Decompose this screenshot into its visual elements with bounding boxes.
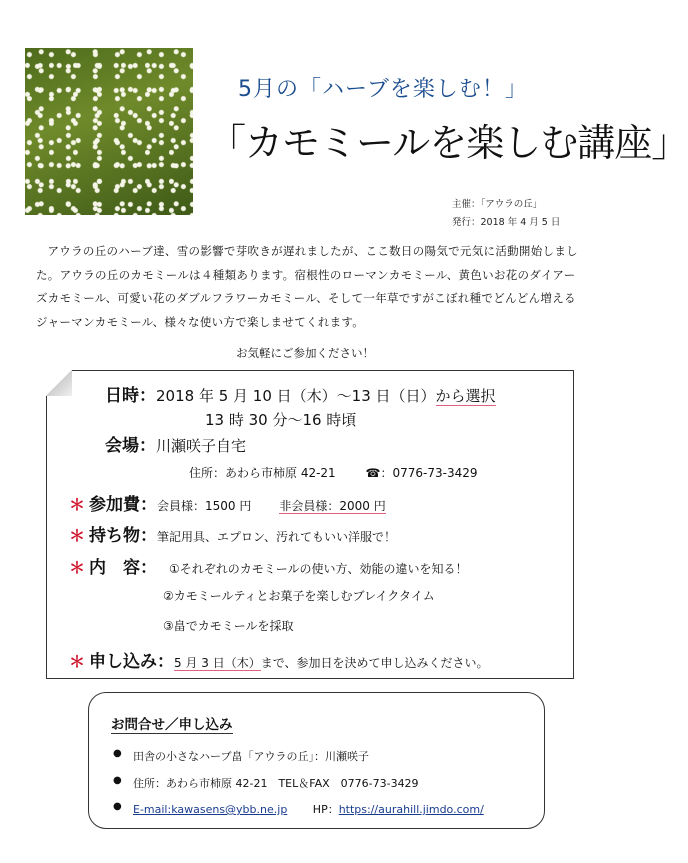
bullet-icon: ● bbox=[113, 801, 122, 812]
apply-label: 申し込み： bbox=[89, 652, 175, 672]
content-label: 内 容： bbox=[89, 558, 158, 578]
fee-row bbox=[69, 490, 386, 515]
star-icon: ＊ bbox=[69, 526, 86, 545]
intro-closing: お気軽にご参加ください！ bbox=[236, 346, 374, 360]
venue-label: 会場： bbox=[105, 436, 156, 456]
contact-heading: お問合せ／申し込み bbox=[111, 713, 233, 734]
content-item-2: ②カモミールティとお菓子を楽しむブレイクタイム bbox=[163, 589, 435, 603]
hp-label: HP： bbox=[312, 803, 339, 816]
content-item-3: ③畠でカモミールを採取 bbox=[163, 619, 294, 633]
apply-deadline: 5 月 3 日（木） bbox=[174, 656, 261, 670]
items-value: 筆記用具、エプロン、汚れてもいい洋服で！ bbox=[157, 530, 397, 544]
date-row bbox=[105, 381, 496, 406]
contact-line-3 bbox=[113, 801, 484, 817]
date-label: 日時： bbox=[105, 386, 156, 406]
contact-farm: 田舎の小さなハーブ畠「アウラの丘」：川瀬咲子 bbox=[133, 750, 369, 763]
fold-shade bbox=[46, 370, 72, 396]
star-icon: ＊ bbox=[69, 495, 86, 514]
contact-box bbox=[88, 692, 545, 829]
event-details-box bbox=[46, 370, 574, 679]
contact-line-2 bbox=[113, 775, 419, 791]
intro-paragraph: アウラの丘のハーブ達、雪の影響で芽吹きが遅れましたが、ここ数日の陽気で元気に活動開始しました。アウラの丘のカモミールは４種類あります。宿根性のローマンカモミール、黄色いお花のダイアーズカモミール、可愛い花のダブルフラワーカモミール、そして一年草ですがこぼれ種でどんどん増えるジャーマンカモミール、様々な使い方で楽しませてくれます。 bbox=[36, 244, 578, 329]
apply-row bbox=[69, 647, 489, 672]
chamomile-field-photo bbox=[25, 48, 193, 215]
address: 住所：あわら市柿原 42-21 bbox=[189, 466, 336, 480]
phone: ：0776-73-3429 bbox=[380, 466, 478, 480]
organizer: 主催：「アウラの丘」 bbox=[452, 199, 543, 210]
fee-label: 参加費： bbox=[89, 495, 158, 515]
apply-rest: まで、参加日を決めて申し込みください。 bbox=[260, 656, 489, 670]
fee-member: 会員様：1500 円 bbox=[157, 499, 252, 513]
time-value: 13 時 30 分～16 時頃 bbox=[205, 411, 357, 429]
bullet-icon: ● bbox=[113, 748, 122, 759]
star-icon: ＊ bbox=[69, 558, 86, 577]
star-icon: ＊ bbox=[69, 652, 86, 671]
fee-nonmember: 非会員様：2000 円 bbox=[279, 499, 386, 513]
items-row bbox=[69, 521, 396, 546]
bullet-icon: ● bbox=[113, 775, 122, 786]
issue-date: 発行：2018 年 4 月 5 日 bbox=[452, 217, 561, 228]
contact-address: 住所：あわら市柿原 42-21 TEL＆FAX 0776-73-3429 bbox=[133, 777, 419, 790]
phone-icon: ☎ bbox=[365, 466, 381, 480]
content-row bbox=[69, 553, 468, 578]
items-label: 持ち物： bbox=[89, 526, 158, 546]
contact-line-1 bbox=[113, 748, 369, 764]
page-title: 「カモミールを楽しむ講座」 bbox=[208, 121, 688, 165]
date-value: 2018 年 5 月 10 日（木）～13 日（日） bbox=[156, 387, 436, 405]
venue-value: 川瀬咲子自宅 bbox=[156, 437, 247, 455]
email-link[interactable]: E-mail:kawasens@ybb.ne.jp bbox=[133, 803, 288, 816]
content-item-1: ①それぞれのカモミールの使い方、効能の違いを知る！ bbox=[169, 562, 468, 576]
homepage-link[interactable]: https://aurahill.jimdo.com/ bbox=[338, 803, 484, 816]
venue-row bbox=[105, 431, 246, 456]
address-row bbox=[189, 464, 477, 481]
date-suffix: から選択 bbox=[435, 387, 496, 405]
event-subtitle: 5月の「ハーブを楽しむ！」 bbox=[238, 77, 528, 102]
